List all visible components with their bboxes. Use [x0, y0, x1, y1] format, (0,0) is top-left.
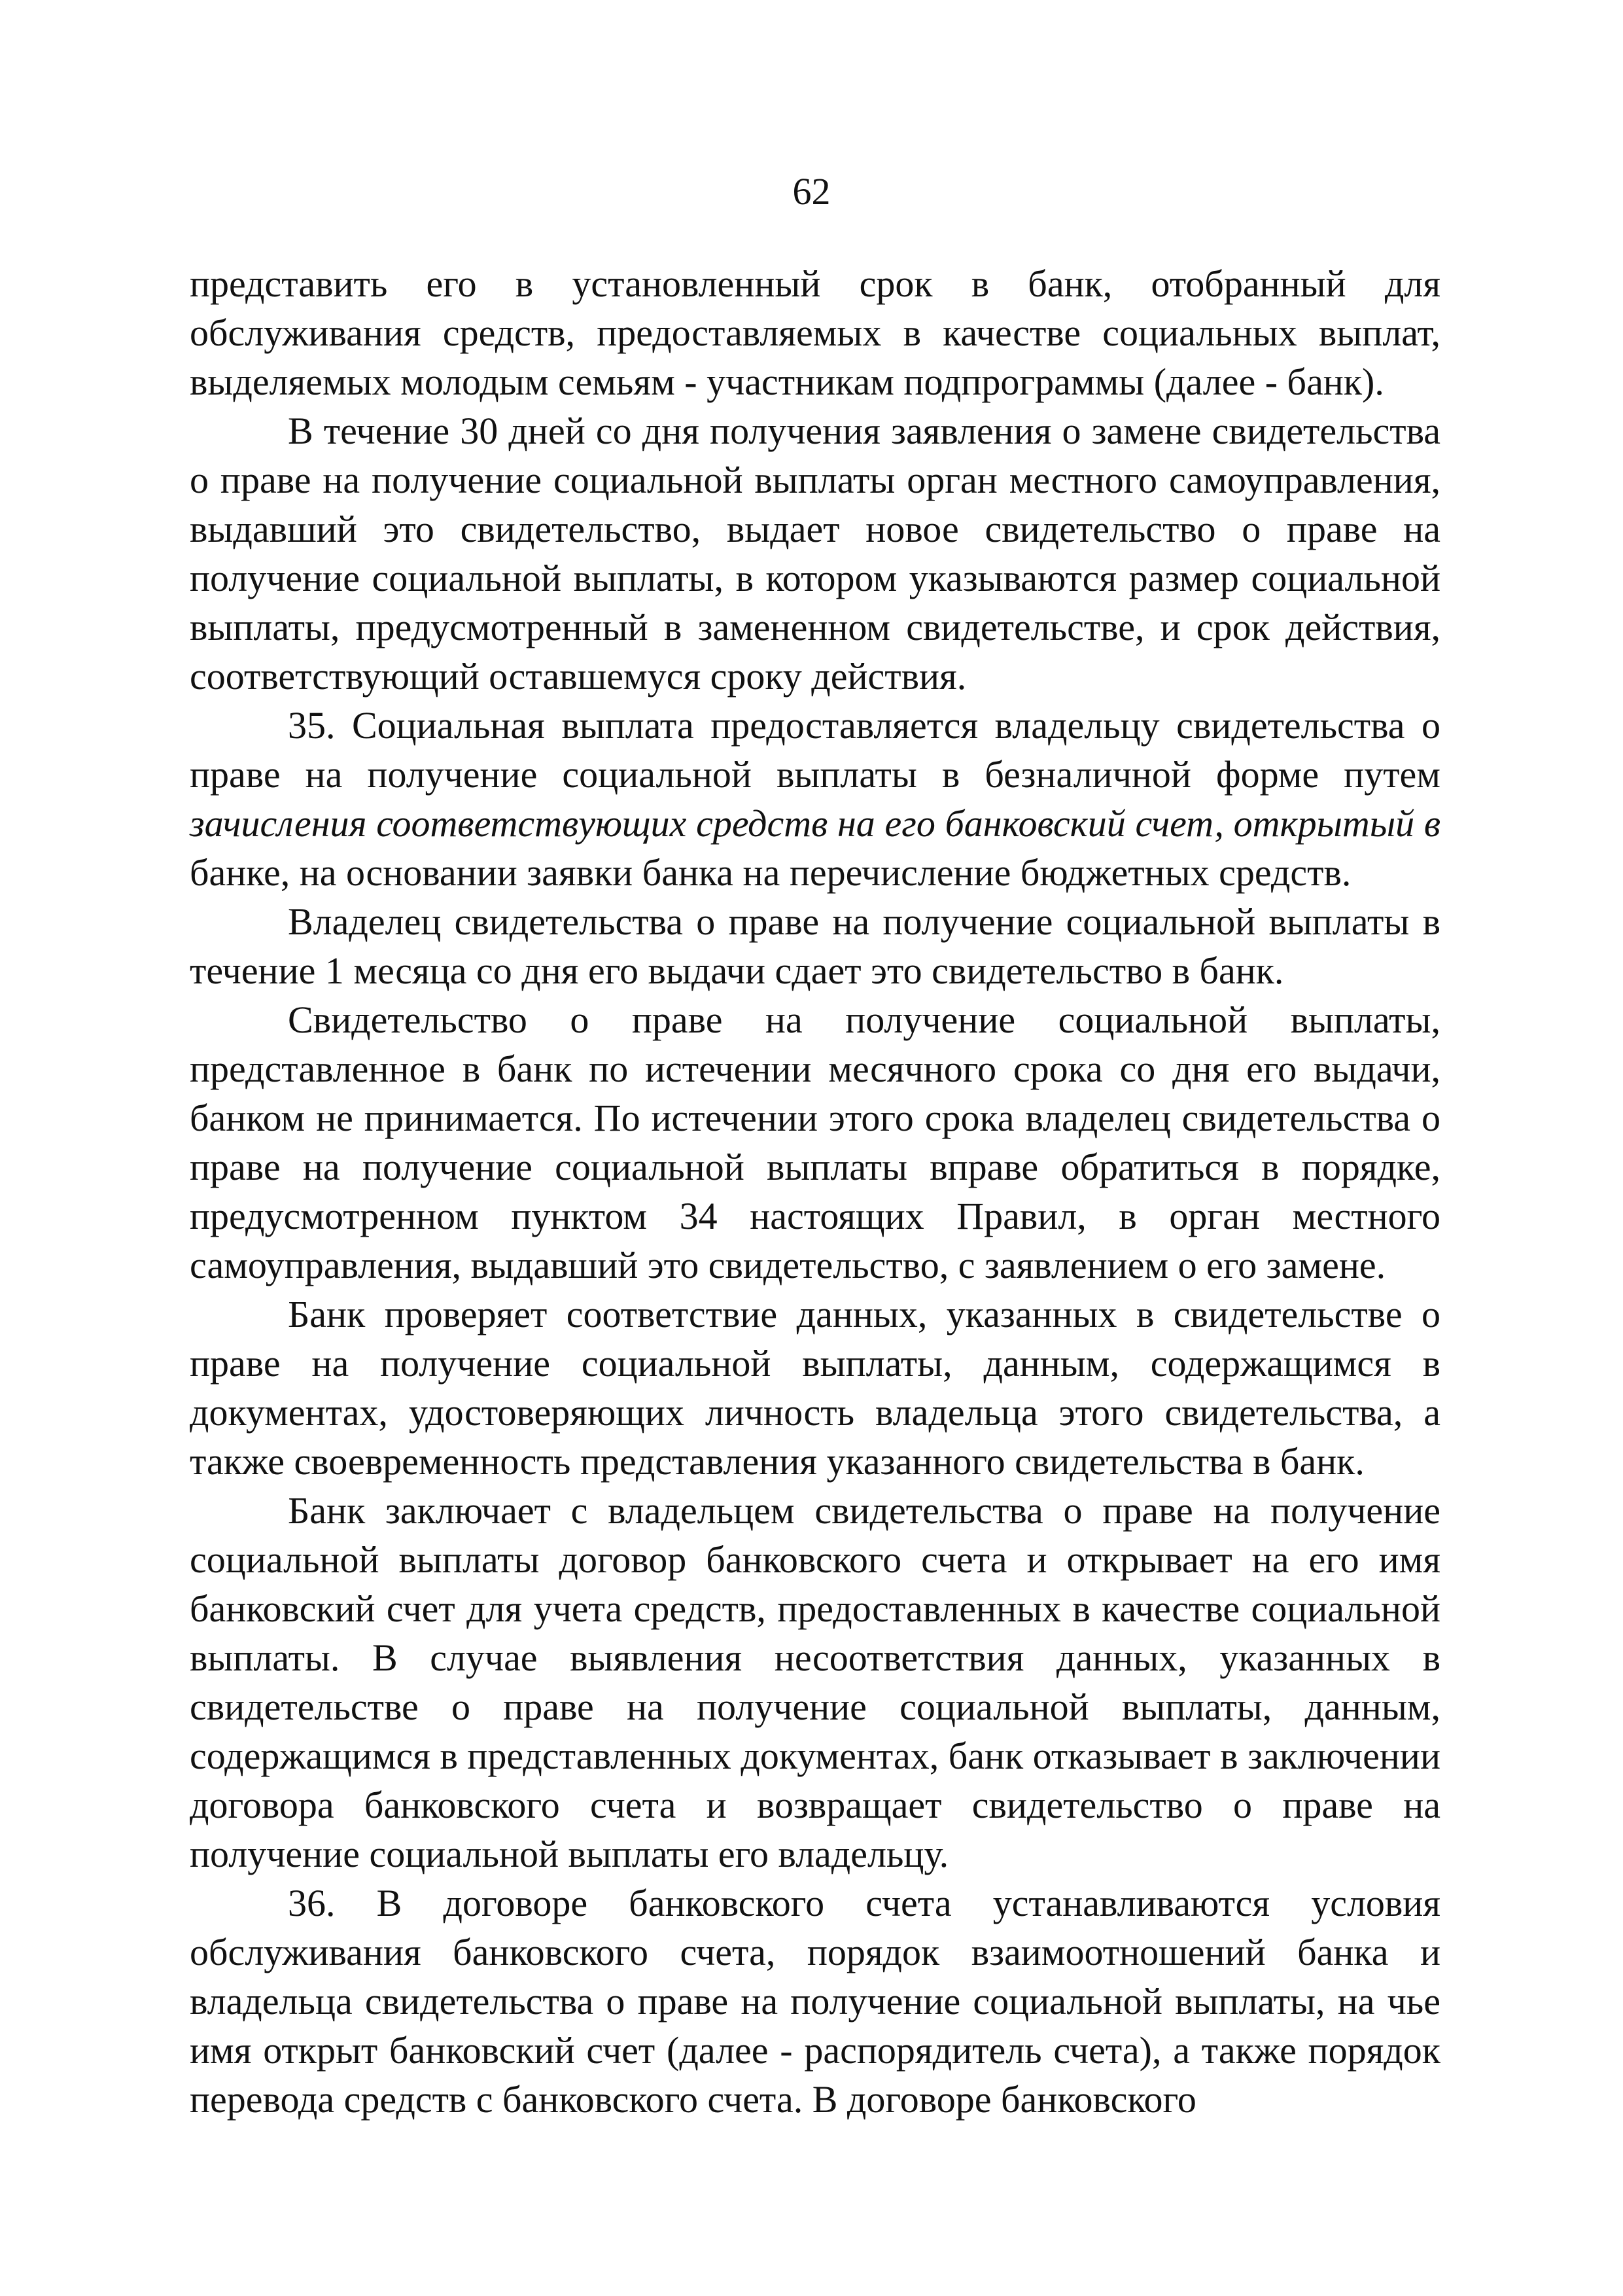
paragraph-bank-verification: Банк проверяет соответствие данных, указанных в свидетельстве о праве на получение социальной выплаты, данным, содержащимся в документах, удостоверяющих личность владельца этого свидетельства, а также своевременность представления указанного свидетельства в банк. [190, 1293, 1440, 1483]
paragraph-35-text-end: банке, на основании заявки банка на перечисление бюджетных средств. [190, 851, 1352, 894]
paragraph-replacement-certificate: В течение 30 дней со дня получения заявления о замене свидетельства о праве на получение социальной выплаты орган местного самоуправления, выдавший это свидетельство, выдает новое свидетельство о праве на получение социальной выплаты, в котором указываются размер социальной выплаты, предусмотренный в замененном свидетельстве, и срок действия, соответствующий оставшемуся сроку действия. [190, 410, 1440, 698]
paragraph-bank-account-contract: Банк заключает с владельцем свидетельства о праве на получение социальной выплаты договор банковского счета и открывает на его имя банковский счет для учета средств, предоставленных в качестве социальной выплаты. В случае выявления несоответствия данных, указанных в свидетельстве о праве на получение социальной выплаты, данным, содержащимся в представленных документах, банк отказывает в заключении договора банковского счета и возвращает свидетельство о праве на получение социальной выплаты его владельцу. [190, 1489, 1440, 1875]
paragraph-35-italic-text: зачисления соответствующих средств на его банковский счет, открытый в [190, 802, 1440, 845]
paragraph-continuation: представить его в установленный срок в банк, отобранный для обслуживания средств, предоставляемых в качестве социальных выплат, выделяемых молодым семьям - участникам подпрограммы (далее - банк). [190, 262, 1440, 403]
paragraph-certificate-owner: Владелец свидетельства о праве на получение социальной выплаты в течение 1 месяца со дня его выдачи сдает это свидетельство в банк. [190, 900, 1440, 992]
paragraph-36-account-terms: 36. В договоре банковского счета устанавливаются условия обслуживания банковского счета, порядок взаимоотношений банка и владельца свидетельства о праве на получение социальной выплаты, на чье имя открыт банковский счет (далее - распорядитель счета), а также порядок перевода средств с банковского счета. В договоре банковского [190, 1882, 1440, 2121]
body-text [190, 259, 1440, 2124]
paragraph-35-social-payment [190, 701, 1440, 897]
page-number: 62 [792, 170, 831, 213]
paragraph-35-text-start: 35. Социальная выплата предоставляется владельцу свидетельства о праве на получение социальной выплаты в безналичной форме путем [190, 704, 1440, 796]
paragraph-certificate-expiry: Свидетельство о праве на получение социальной выплаты, представленное в банк по истечении месячного срока со дня его выдачи, банком не принимается. По истечении этого срока владелец свидетельства о праве на получение социальной выплаты вправе обратиться в порядке, предусмотренном пунктом 34 настоящих Правил, в орган местного самоуправления, выдавший это свидетельство, с заявлением о его замене. [190, 998, 1440, 1286]
